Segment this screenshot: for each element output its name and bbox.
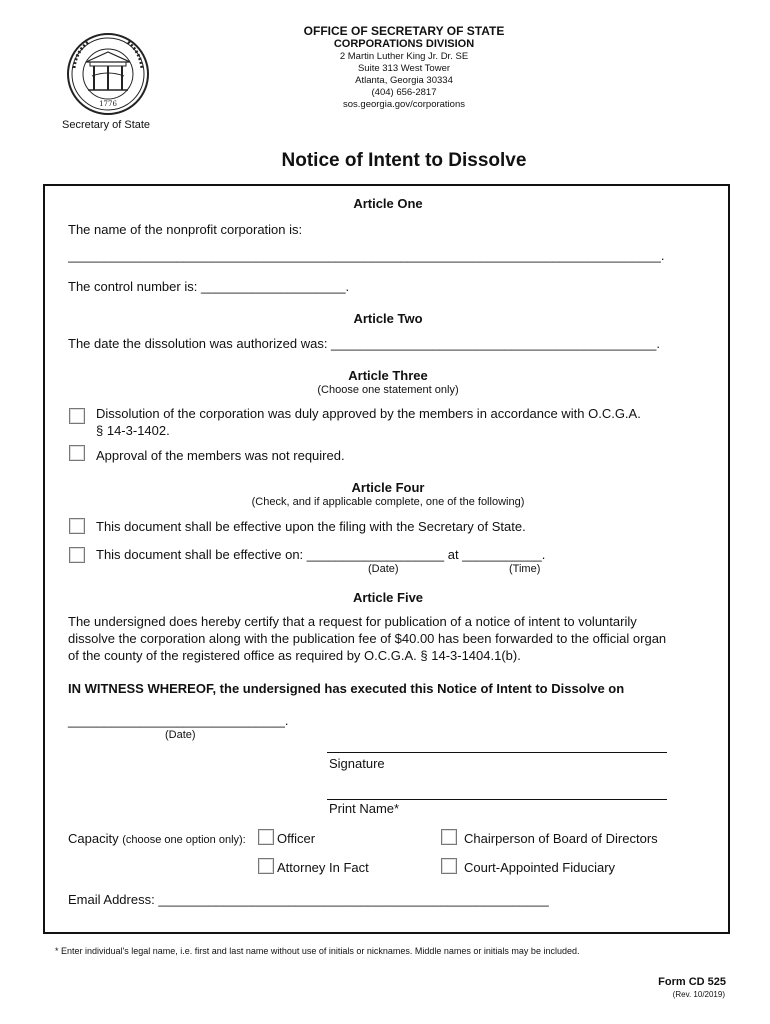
witness-date-field[interactable]: ______________________________. bbox=[68, 713, 289, 728]
seal-year: 1776 bbox=[99, 100, 117, 108]
form-id: Form CD 525 bbox=[658, 976, 726, 988]
members-approved-checkbox[interactable] bbox=[69, 408, 85, 424]
officer-label: Officer bbox=[277, 831, 316, 846]
article-one-heading: Article One bbox=[353, 196, 423, 211]
members-approved-label-1: Dissolution of the corporation was duly approved by the members in accordance with O.C.G.A. bbox=[96, 406, 641, 421]
effective-on-date-checkbox[interactable] bbox=[69, 547, 85, 563]
control-number-field[interactable]: The control number is: ____________________. bbox=[68, 279, 350, 294]
effective-upon-filing-label: This document shall be effective upon the filing with the Secretary of State. bbox=[96, 519, 526, 534]
article-five-text-2: dissolve the corporation along with the publication fee of $40.00 has been forwarded to the official organ bbox=[68, 631, 667, 646]
capacity-label bbox=[68, 831, 246, 846]
phone: (404) 656-2817 bbox=[371, 87, 437, 98]
office-title: OFFICE OF SECRETARY OF STATE bbox=[303, 24, 505, 38]
approval-not-required-checkbox[interactable] bbox=[69, 445, 85, 461]
address-line-1: 2 Martin Luther King Jr. Dr. SE bbox=[339, 51, 469, 62]
signature-field[interactable] bbox=[327, 752, 667, 753]
attorney-in-fact-checkbox[interactable] bbox=[258, 858, 274, 874]
corp-name-field[interactable]: __________________________________________________________________________________. bbox=[68, 248, 665, 263]
authorized-date-field[interactable]: The date the dissolution was authorized was: _____________________________________________. bbox=[68, 336, 661, 351]
fiduciary-label: Court-Appointed Fiduciary bbox=[464, 860, 616, 875]
division-title: CORPORATIONS DIVISION bbox=[333, 38, 475, 50]
article-four-heading: Article Four bbox=[351, 480, 425, 495]
effective-upon-filing-checkbox[interactable] bbox=[69, 518, 85, 534]
effective-on-date-field[interactable]: This document shall be effective on: ___________________ at ___________. bbox=[96, 547, 546, 562]
address-line-3: Atlanta, Georgia 30334 bbox=[355, 75, 453, 86]
article-two-heading: Article Two bbox=[353, 311, 423, 326]
officer-checkbox[interactable] bbox=[258, 829, 274, 845]
email-field[interactable]: Email Address: ______________________________________________________ bbox=[68, 892, 549, 907]
chairperson-checkbox[interactable] bbox=[441, 829, 457, 845]
approval-not-required-label: Approval of the members was not required. bbox=[96, 448, 345, 463]
corp-name-label: The name of the nonprofit corporation is: bbox=[68, 222, 303, 237]
effective-time-caption: (Time) bbox=[509, 563, 541, 575]
address-line-2: Suite 313 West Tower bbox=[357, 63, 451, 74]
capacity-label-text: Capacity bbox=[68, 831, 119, 846]
article-four-subtitle: (Check, and if applicable complete, one of the following) bbox=[251, 496, 525, 508]
revision: (Rev. 10/2019) bbox=[672, 990, 725, 999]
effective-date-caption: (Date) bbox=[368, 563, 399, 575]
print-name-field[interactable] bbox=[327, 799, 667, 800]
article-five-heading: Article Five bbox=[352, 590, 424, 605]
page-title: Notice of Intent to Dissolve bbox=[281, 150, 527, 171]
print-name-caption: Print Name* bbox=[329, 801, 400, 816]
article-five-text-3: of the county of the registered office as required by O.C.G.A. § 14-3-1404.1(b). bbox=[68, 648, 521, 663]
chairperson-label: Chairperson of Board of Directors bbox=[464, 831, 658, 846]
article-three-heading: Article Three bbox=[348, 368, 428, 383]
members-approved-label-2: § 14-3-1402. bbox=[96, 423, 170, 438]
attorney-in-fact-label: Attorney In Fact bbox=[277, 860, 369, 875]
signature-caption: Signature bbox=[329, 756, 385, 771]
witness-statement: IN WITNESS WHEREOF, the undersigned has executed this Notice of Intent to Dissolve on bbox=[68, 681, 625, 696]
website: sos.georgia.gov/corporations bbox=[343, 99, 465, 110]
seal-caption: Secretary of State bbox=[62, 119, 151, 131]
witness-date-caption: (Date) bbox=[165, 729, 196, 741]
capacity-hint: (choose one option only): bbox=[122, 834, 246, 846]
footnote: * Enter individual's legal name, i.e. first and last name without use of initials or nicknames. Middle names or initials may be included. bbox=[55, 946, 580, 956]
fiduciary-checkbox[interactable] bbox=[441, 858, 457, 874]
article-three-subtitle: (Choose one statement only) bbox=[317, 384, 459, 396]
article-five-text-1: The undersigned does hereby certify that a request for publication of a notice of intent to voluntarily bbox=[68, 614, 637, 629]
